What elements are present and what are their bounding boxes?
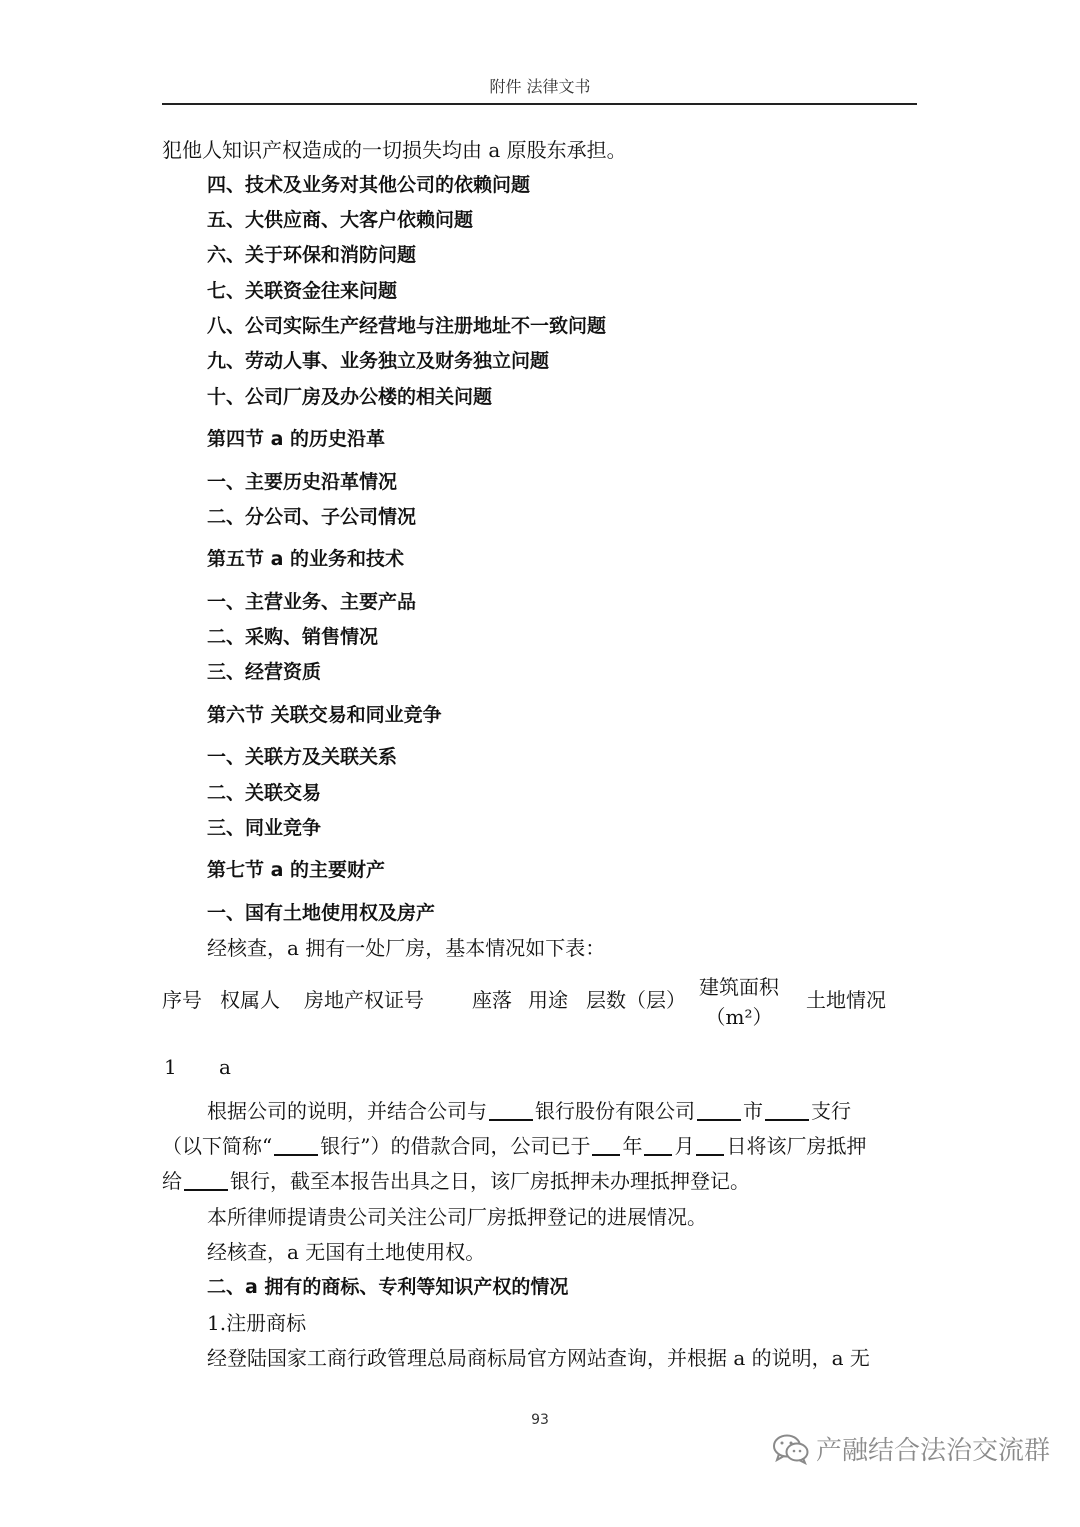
text-span: 年 <box>622 1134 643 1158</box>
heading-item: 七、关联资金往来问题 <box>207 280 398 302</box>
fill-blank <box>489 1099 533 1121</box>
table-cell-no: 1 <box>164 1055 177 1079</box>
table-header-owner: 权属人 <box>220 988 280 1012</box>
page-header: 附件 法律文书 <box>489 77 591 96</box>
header-rule <box>162 103 917 105</box>
heading-item: 二、a 拥有的商标、专利等知识产权的情况 <box>207 1276 569 1298</box>
text-span: 银行股份有限公司 <box>535 1099 695 1123</box>
heading-item: 一、主要历史沿革情况 <box>207 471 398 493</box>
section-heading: 第七节 a 的主要财产 <box>207 859 386 881</box>
section-heading: 第六节 关联交易和同业竞争 <box>207 704 442 726</box>
text-line: 经登陆国家工商行政管理总局商标局官方网站查询，并根据 a 的说明，a 无 <box>207 1346 870 1370</box>
heading-item: 二、分公司、子公司情况 <box>207 506 417 528</box>
heading-item: 一、主营业务、主要产品 <box>207 591 417 613</box>
table-header-area-line1: 建筑面积 <box>699 975 779 999</box>
heading-item: 五、大供应商、大客户依赖问题 <box>207 209 474 231</box>
heading-item: 十、公司厂房及办公楼的相关问题 <box>207 386 493 408</box>
text-span: 月 <box>674 1134 695 1158</box>
text-span: 银行”）的借款合同，公司已于 <box>320 1134 591 1158</box>
page-number: 93 <box>531 1412 549 1428</box>
table-header-use: 用途 <box>528 988 568 1012</box>
table-header-land: 土地情况 <box>806 988 886 1012</box>
text-line: 1.注册商标 <box>207 1311 307 1335</box>
wechat-icon <box>772 1433 810 1465</box>
fill-blank <box>696 1134 724 1156</box>
heading-item: 一、国有土地使用权及房产 <box>207 902 436 924</box>
paragraph-line <box>162 1132 866 1160</box>
text-line: 犯他人知识产权造成的一切损失均由 a 原股东承担。 <box>162 138 627 162</box>
fill-blank <box>697 1099 741 1121</box>
table-header-no: 序号 <box>162 988 202 1012</box>
section-heading: 第五节 a 的业务和技术 <box>207 548 405 570</box>
text-span: 给 <box>162 1169 182 1193</box>
text-line: 经核查，a 拥有一处厂房，基本情况如下表： <box>207 936 606 960</box>
heading-item: 三、经营资质 <box>207 661 322 683</box>
paragraph-line <box>162 1167 750 1195</box>
fill-blank <box>765 1099 809 1121</box>
fill-blank <box>644 1134 672 1156</box>
fill-blank <box>274 1134 318 1156</box>
heading-item: 一、关联方及关联关系 <box>207 746 398 768</box>
heading-item: 六、关于环保和消防问题 <box>207 244 417 266</box>
text-span: 银行，截至本报告出具之日，该厂房抵押未办理抵押登记。 <box>230 1169 750 1193</box>
table-cell-owner: a <box>219 1055 231 1079</box>
heading-item: 二、关联交易 <box>207 782 322 804</box>
heading-item: 三、同业竞争 <box>207 817 322 839</box>
text-span: 市 <box>743 1099 763 1123</box>
text-span: （以下简称“ <box>162 1134 273 1158</box>
heading-item: 四、技术及业务对其他公司的依赖问题 <box>207 174 531 196</box>
table-header-area-line2: （m²） <box>705 1005 773 1029</box>
table-header-location: 座落 <box>472 988 512 1012</box>
watermark-text: 产融结合法治交流群 <box>815 1436 1050 1466</box>
text-span: 日将该厂房抵押 <box>726 1134 867 1158</box>
text-span: 根据公司的说明，并结合公司与 <box>207 1099 487 1123</box>
table-header-area <box>694 972 784 1032</box>
fill-blank <box>592 1134 620 1156</box>
text-span: 支行 <box>811 1099 851 1123</box>
watermark <box>772 1430 1050 1467</box>
heading-item: 八、公司实际生产经营地与注册地址不一致问题 <box>207 315 607 337</box>
fill-blank <box>184 1169 228 1191</box>
text-line: 经核查，a 无国有土地使用权。 <box>207 1240 486 1264</box>
paragraph-line <box>207 1097 851 1125</box>
table-header-cert: 房地产权证号 <box>304 988 424 1012</box>
table-header-floors: 层数（层） <box>586 988 686 1012</box>
section-heading: 第四节 a 的历史沿革 <box>207 428 386 450</box>
text-line: 本所律师提请贵公司关注公司厂房抵押登记的进展情况。 <box>207 1205 707 1229</box>
heading-item: 二、采购、销售情况 <box>207 626 379 648</box>
heading-item: 九、劳动人事、业务独立及财务独立问题 <box>207 350 550 372</box>
